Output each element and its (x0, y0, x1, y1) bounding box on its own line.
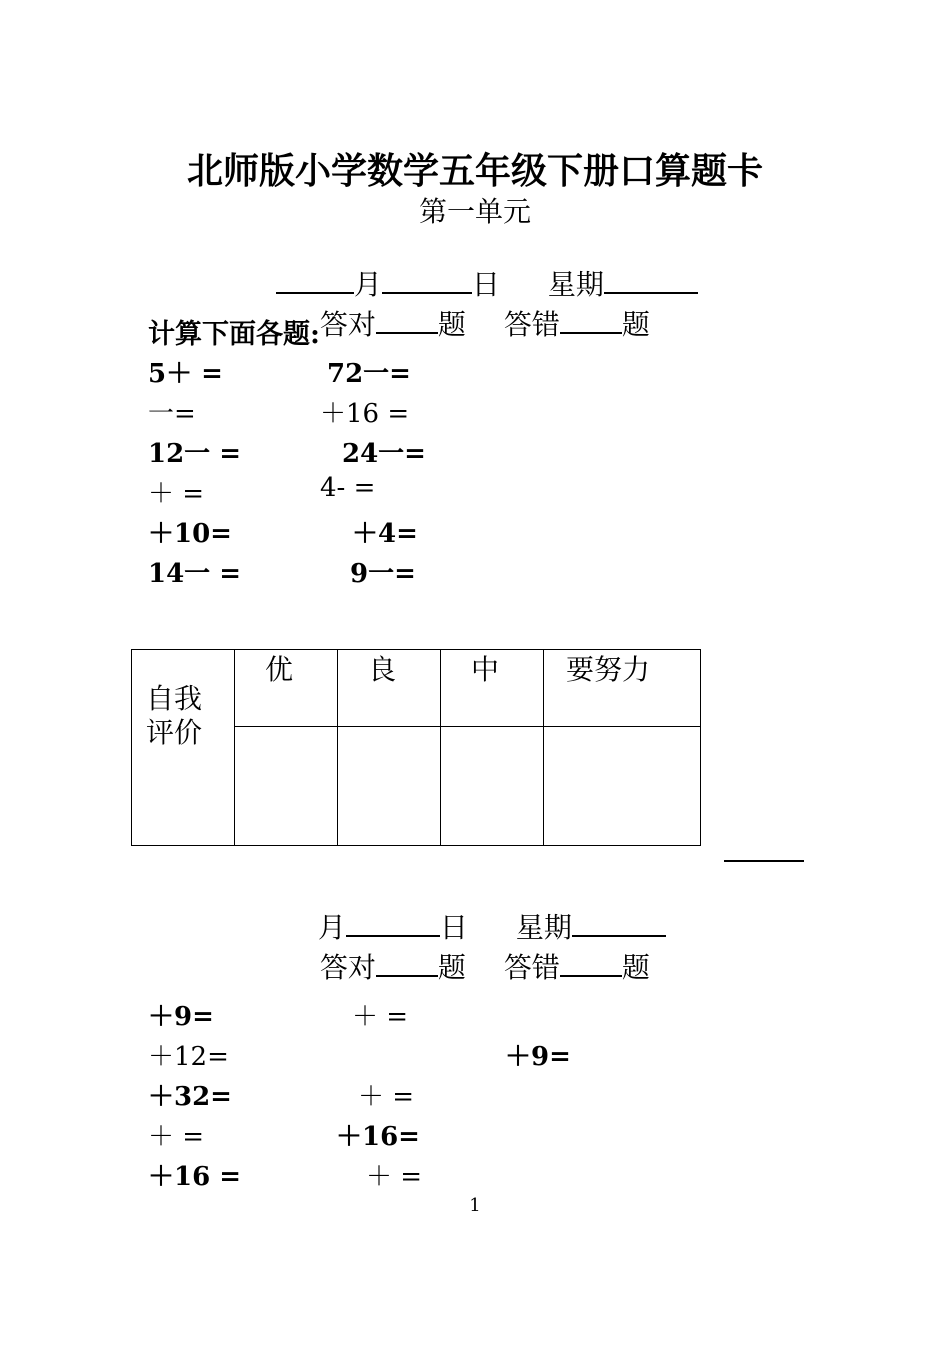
wrong-blank[interactable] (560, 951, 622, 977)
problem: ＋16= (336, 1122, 420, 1152)
weekday-label: 星期 (547, 268, 604, 301)
page-title: 北师版小学数学五年级下册口算题卡 (186, 151, 763, 192)
rating-cell-good[interactable] (338, 727, 441, 846)
correct-blank[interactable] (376, 951, 438, 977)
problem: ＋ = (148, 479, 205, 509)
problem: ＋4= (352, 519, 418, 549)
day-label: 日 (439, 911, 468, 944)
question-label: 题 (621, 951, 650, 984)
self-evaluation-table (131, 649, 701, 846)
day-label: 日 (471, 268, 500, 301)
wrong-label: 答错 (503, 951, 560, 984)
problem: 12一 = (148, 439, 242, 469)
question-label: 题 (621, 308, 650, 341)
problem: ＋10= (148, 519, 232, 549)
self-evaluation-label: 自我 评价 (132, 650, 235, 846)
problem: ＋16 = (148, 1162, 242, 1192)
wrong-blank[interactable] (560, 308, 622, 334)
problem: 5＋ = (148, 359, 223, 389)
correct-blank[interactable] (376, 308, 438, 334)
correct-label: 答对 (319, 308, 376, 341)
problem: ＋ = (352, 1002, 409, 1032)
problem: 4- = (320, 473, 376, 503)
rating-cell-average[interactable] (441, 727, 544, 846)
instruction: 计算下面各题: (148, 319, 320, 350)
page-number: 1 (469, 1195, 481, 1216)
problem: ＋32= (148, 1082, 232, 1112)
month-label: 月 (317, 911, 346, 944)
weekday-label: 星期 (515, 911, 572, 944)
rating-header-average: 中 (441, 650, 544, 727)
problem: 24一= (342, 439, 426, 469)
problem: 9一= (350, 559, 416, 589)
rating-header-excellent: 优 (235, 650, 338, 727)
problem: ＋9= (148, 1002, 214, 1032)
problem: 一= (148, 399, 196, 429)
separator-line (724, 860, 804, 862)
problem: ＋12= (148, 1042, 229, 1072)
problem: ＋ = (148, 1122, 205, 1152)
rating-header-needs-effort: 要努力 (544, 650, 701, 727)
rating-cell-needs-effort[interactable] (544, 727, 701, 846)
unit-title: 第一单元 (418, 195, 531, 228)
rating-cell-excellent[interactable] (235, 727, 338, 846)
month-label: 月 (353, 268, 382, 301)
correct-label: 答对 (319, 951, 376, 984)
score-line (302, 270, 650, 343)
question-label: 题 (437, 308, 466, 341)
wrong-label: 答错 (503, 308, 560, 341)
rating-header-good: 良 (338, 650, 441, 727)
problem: ＋ = (358, 1082, 415, 1112)
problem: ＋9= (505, 1042, 571, 1072)
question-label: 题 (437, 951, 466, 984)
problem: 72一= (327, 359, 411, 389)
problem: 14一 = (148, 559, 242, 589)
problem: ＋ = (366, 1162, 423, 1192)
score-line (302, 913, 650, 986)
problem: ＋16 = (320, 399, 410, 429)
